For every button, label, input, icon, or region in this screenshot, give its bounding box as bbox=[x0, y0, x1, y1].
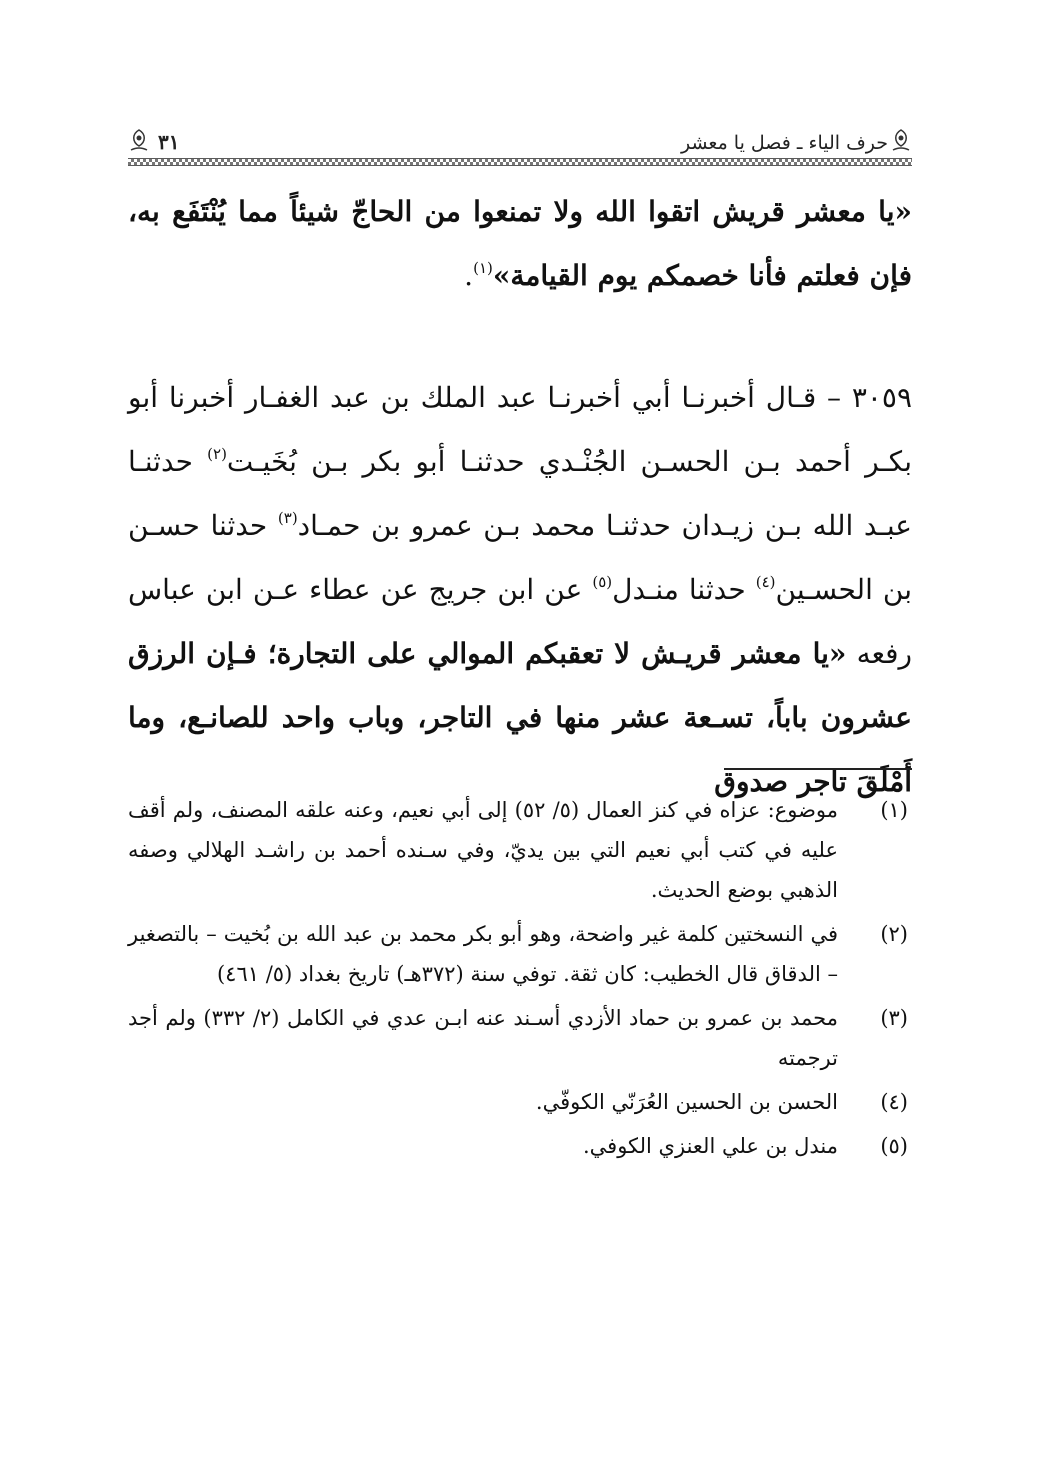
footnote bbox=[128, 998, 912, 1078]
header-title: حرف الياء ـ فصل يا معشر bbox=[680, 132, 888, 154]
hadith-3059 bbox=[128, 366, 912, 814]
footnote-text: الحسن بن الحسين العُرَنّي الكوفّي. bbox=[535, 1090, 838, 1114]
main-text bbox=[128, 180, 912, 814]
header-rule bbox=[128, 158, 912, 166]
footnote-ref: (٢) bbox=[207, 444, 227, 463]
footnote-text: مندل بن علي العنزي الكوفي. bbox=[582, 1134, 838, 1158]
sentence-end: . bbox=[464, 259, 474, 292]
footnote-number: (٤) bbox=[880, 1090, 908, 1114]
isnad-text: حدثنا منـدل bbox=[612, 573, 756, 606]
footnotes bbox=[128, 790, 912, 1170]
footnote-number: (٣) bbox=[880, 1006, 908, 1030]
footnote-number: (١) bbox=[880, 798, 908, 822]
footnote-divider bbox=[724, 768, 912, 770]
footnote-number: (٢) bbox=[880, 922, 908, 946]
ornament-icon bbox=[890, 128, 912, 154]
hadith-text: «يا معشر قريش اتقوا الله ولا تمنعوا من الحاجّ شيئاً مما يُنْتَفَع به، فإن فعلتم فأنا خصمكم يوم القيامة» bbox=[128, 195, 912, 292]
paragraph-gap bbox=[128, 308, 912, 366]
footnote-number: (٥) bbox=[880, 1134, 908, 1158]
footnote bbox=[128, 914, 912, 994]
footnote-text: محمد بن عمرو بن حماد الأزدي أسـند عنه ابـن عدي في الكامل (٢/ ٣٣٢) ولم أجد ترجمته bbox=[128, 1006, 838, 1070]
footnote bbox=[128, 1126, 912, 1166]
footnote-ref: (١) bbox=[473, 258, 493, 277]
footnote-ref: (٣) bbox=[277, 508, 298, 527]
footnote-text: في النسختين كلمة غير واضحة، وهو أبو بكر محمد بن عبد الله بن بُخيت – بالتصغير – الدقاق قال الخطيب: كان ثقة. توفي سنة (٣٧٢هـ) تاريخ بغداد (٥/ ٤٦١) bbox=[128, 922, 838, 986]
isnad-text: حدثنا حسـن بن الحسـين bbox=[128, 509, 913, 606]
isnad-text: عن ابن جريج عن عطاء عـن ابن عباس رفعه bbox=[128, 573, 912, 670]
footnote bbox=[128, 1082, 912, 1122]
page-number: ٣١ bbox=[158, 130, 180, 154]
footnote bbox=[128, 790, 912, 910]
footnote-ref: (٥) bbox=[592, 572, 613, 591]
running-header bbox=[128, 128, 912, 170]
isnad-text: حدثنـا عبـد الله بـن زيـدان حدثنـا محمد بـن عمرو بن حمـاد bbox=[128, 445, 912, 542]
footnote-ref: (٤) bbox=[755, 572, 776, 591]
ornament-icon bbox=[128, 128, 150, 154]
isnad-text: ٣٠٥٩ – قـال أخبرنـا أبي أخبرنـا عبد الملك بن عبد الغفـار أخبرنا أبو بكـر أحمد بـن الحسـن الجُنْـدي حدثنـا أبو بكر بـن بُخَيـت bbox=[128, 381, 913, 478]
hadith-continuation bbox=[128, 180, 912, 308]
matn-text: «يا معشر قريـش لا تعقبكم الموالي على التجارة؛ فـإن الرزق عشرون باباً، تسـعة عشر منها في التاجر، وباب واحد للصانـع، وما أَمْلَقَ تاجر صدوق bbox=[128, 637, 912, 798]
footnote-text: موضوع: عزاه في كنز العمال (٥/ ٥٢) إلى أبي نعيم، وعنه علقه المصنف، ولم أقف عليه في كتب أبي نعيم التي بين يديّ، وفي سـنده أحمد بن راشـد الهلالي وصفه الذهبي بوضع الحديث. bbox=[128, 798, 838, 902]
